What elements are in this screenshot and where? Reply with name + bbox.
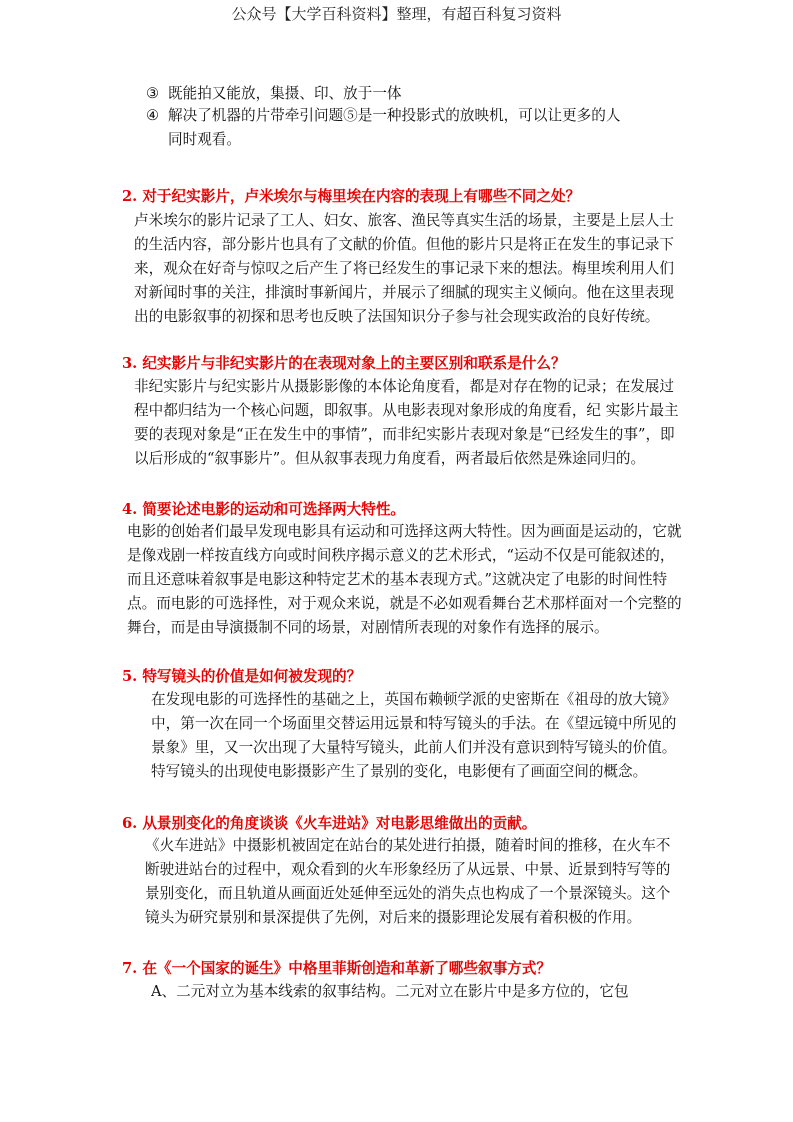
question-5: 5. 特写镜头的价值是如何被发现的？ <box>122 668 362 685</box>
answer-3: 非纪实影片与纪实影片从摄影影像的本体论角度看，都是对存在物的记录；在发展过程中都归结为一个核心问题，即叙事。从电影表现对象形成的角度看，纪 实影片最主要的表现对象是“正在发生中的事情”，而非纪实影片表现对象是“已经发生的事”，即以后形成的“叙事影片”。但从叙事表现力角度看，两者最后依然是殊途同归的。 <box>134 378 679 467</box>
answer-4: 电影的创始者们最早发现电影具有运动和可选择这两大特性。因为画面是运动的，它就是像戏剧一样按直线方向或时间秩序揭示意义的艺术形式，“运动不仅是可能叙述的，而且还意味着叙事是电影这种特定艺术的基本表现方式。”这就决定了电影的时间性特点。而电影的可选择性，对于观众来说，就是不必如观看舞台艺术那样面对一个完整的舞台，而是由导演摄制不同的场景，对剧情所表现的对象作有选择的展示。 <box>127 523 682 636</box>
list-item-continuation: 同时观看。 <box>168 131 241 148</box>
list-item-text: 既能拍又能放，集摄、印、放于一体 <box>168 85 402 102</box>
page-header: 公众号【大学百科资料】整理，有超百科复习资料 <box>231 5 562 23</box>
question-3: 3. 纪实影片与非纪实影片的在表现对象上的主要区别和联系是什么？ <box>122 355 566 372</box>
list-item-text: 解决了机器的片带牵引问题⑤是一种投影式的放映机，可以让更多的人 <box>168 107 621 124</box>
list-item-number: ④ <box>146 107 160 124</box>
answer-5: 在发现电影的可选择性的基础之上，英国布赖顿学派的史密斯在《祖母的放大镜》中，第一次在同一个场面里交替运用远景和特写镜头的手法。在《望远镜中所见的景象》里，又一次出现了大量特写镜头，此前人们并没有意识到特写镜头的价值。特写镜头的出现使电影摄影产生了景别的变化，电影便有了画面空间的概念。 <box>151 691 677 780</box>
question-6: 6. 从景别变化的角度谈谈《火车进站》对电影思维做出的贡献。 <box>122 815 537 832</box>
answer-2: 卢米埃尔的影片记录了工人、妇女、旅客、渔民等真实生活的场景，主要是上层人士的生活内容，部分影片也具有了文献的价值。但他的影片只是将正在发生的事记录下来，观众在好奇与惊叹之后产生了将已经发生的事记录下来的想法。梅里埃利用人们对新闻时事的关注，排演时事新闻片，并展示了细腻的现实主义倾向。他在这里表现出的电影叙事的初探和思考也反映了法国知识分子参与社会现实政治的良好传统。 <box>134 212 674 325</box>
answer-6: 《火车进站》中摄影机被固定在站台的某处进行拍摄，随着时间的推移，在火车不断驶进站台的过程中，观众看到的火车形象经历了从远景、中景、近景到特写等的景别变化，而且轨道从画面近处延伸至远处的消失点也构成了一个景深镜头。这个镜头为研究景别和景深提供了先例，对后来的摄影理论发展有着积极的作用。 <box>145 837 671 926</box>
answer-7: A、二元对立为基本线索的叙事结构。二元对立在影片中是多方位的，它包 <box>151 983 629 1000</box>
list-item <box>146 82 686 106</box>
list-item <box>146 104 686 152</box>
question-4: 4. 简要论述电影的运动和可选择两大特性。 <box>122 501 406 518</box>
question-7: 7. 在《一个国家的诞生》中格里菲斯创造和革新了哪些叙事方式？ <box>122 960 551 977</box>
question-2: 2. 对于纪实影片，卢米埃尔与梅里埃在内容的表现上有哪些不同之处？ <box>122 188 581 205</box>
list-item-number: ③ <box>146 85 160 102</box>
